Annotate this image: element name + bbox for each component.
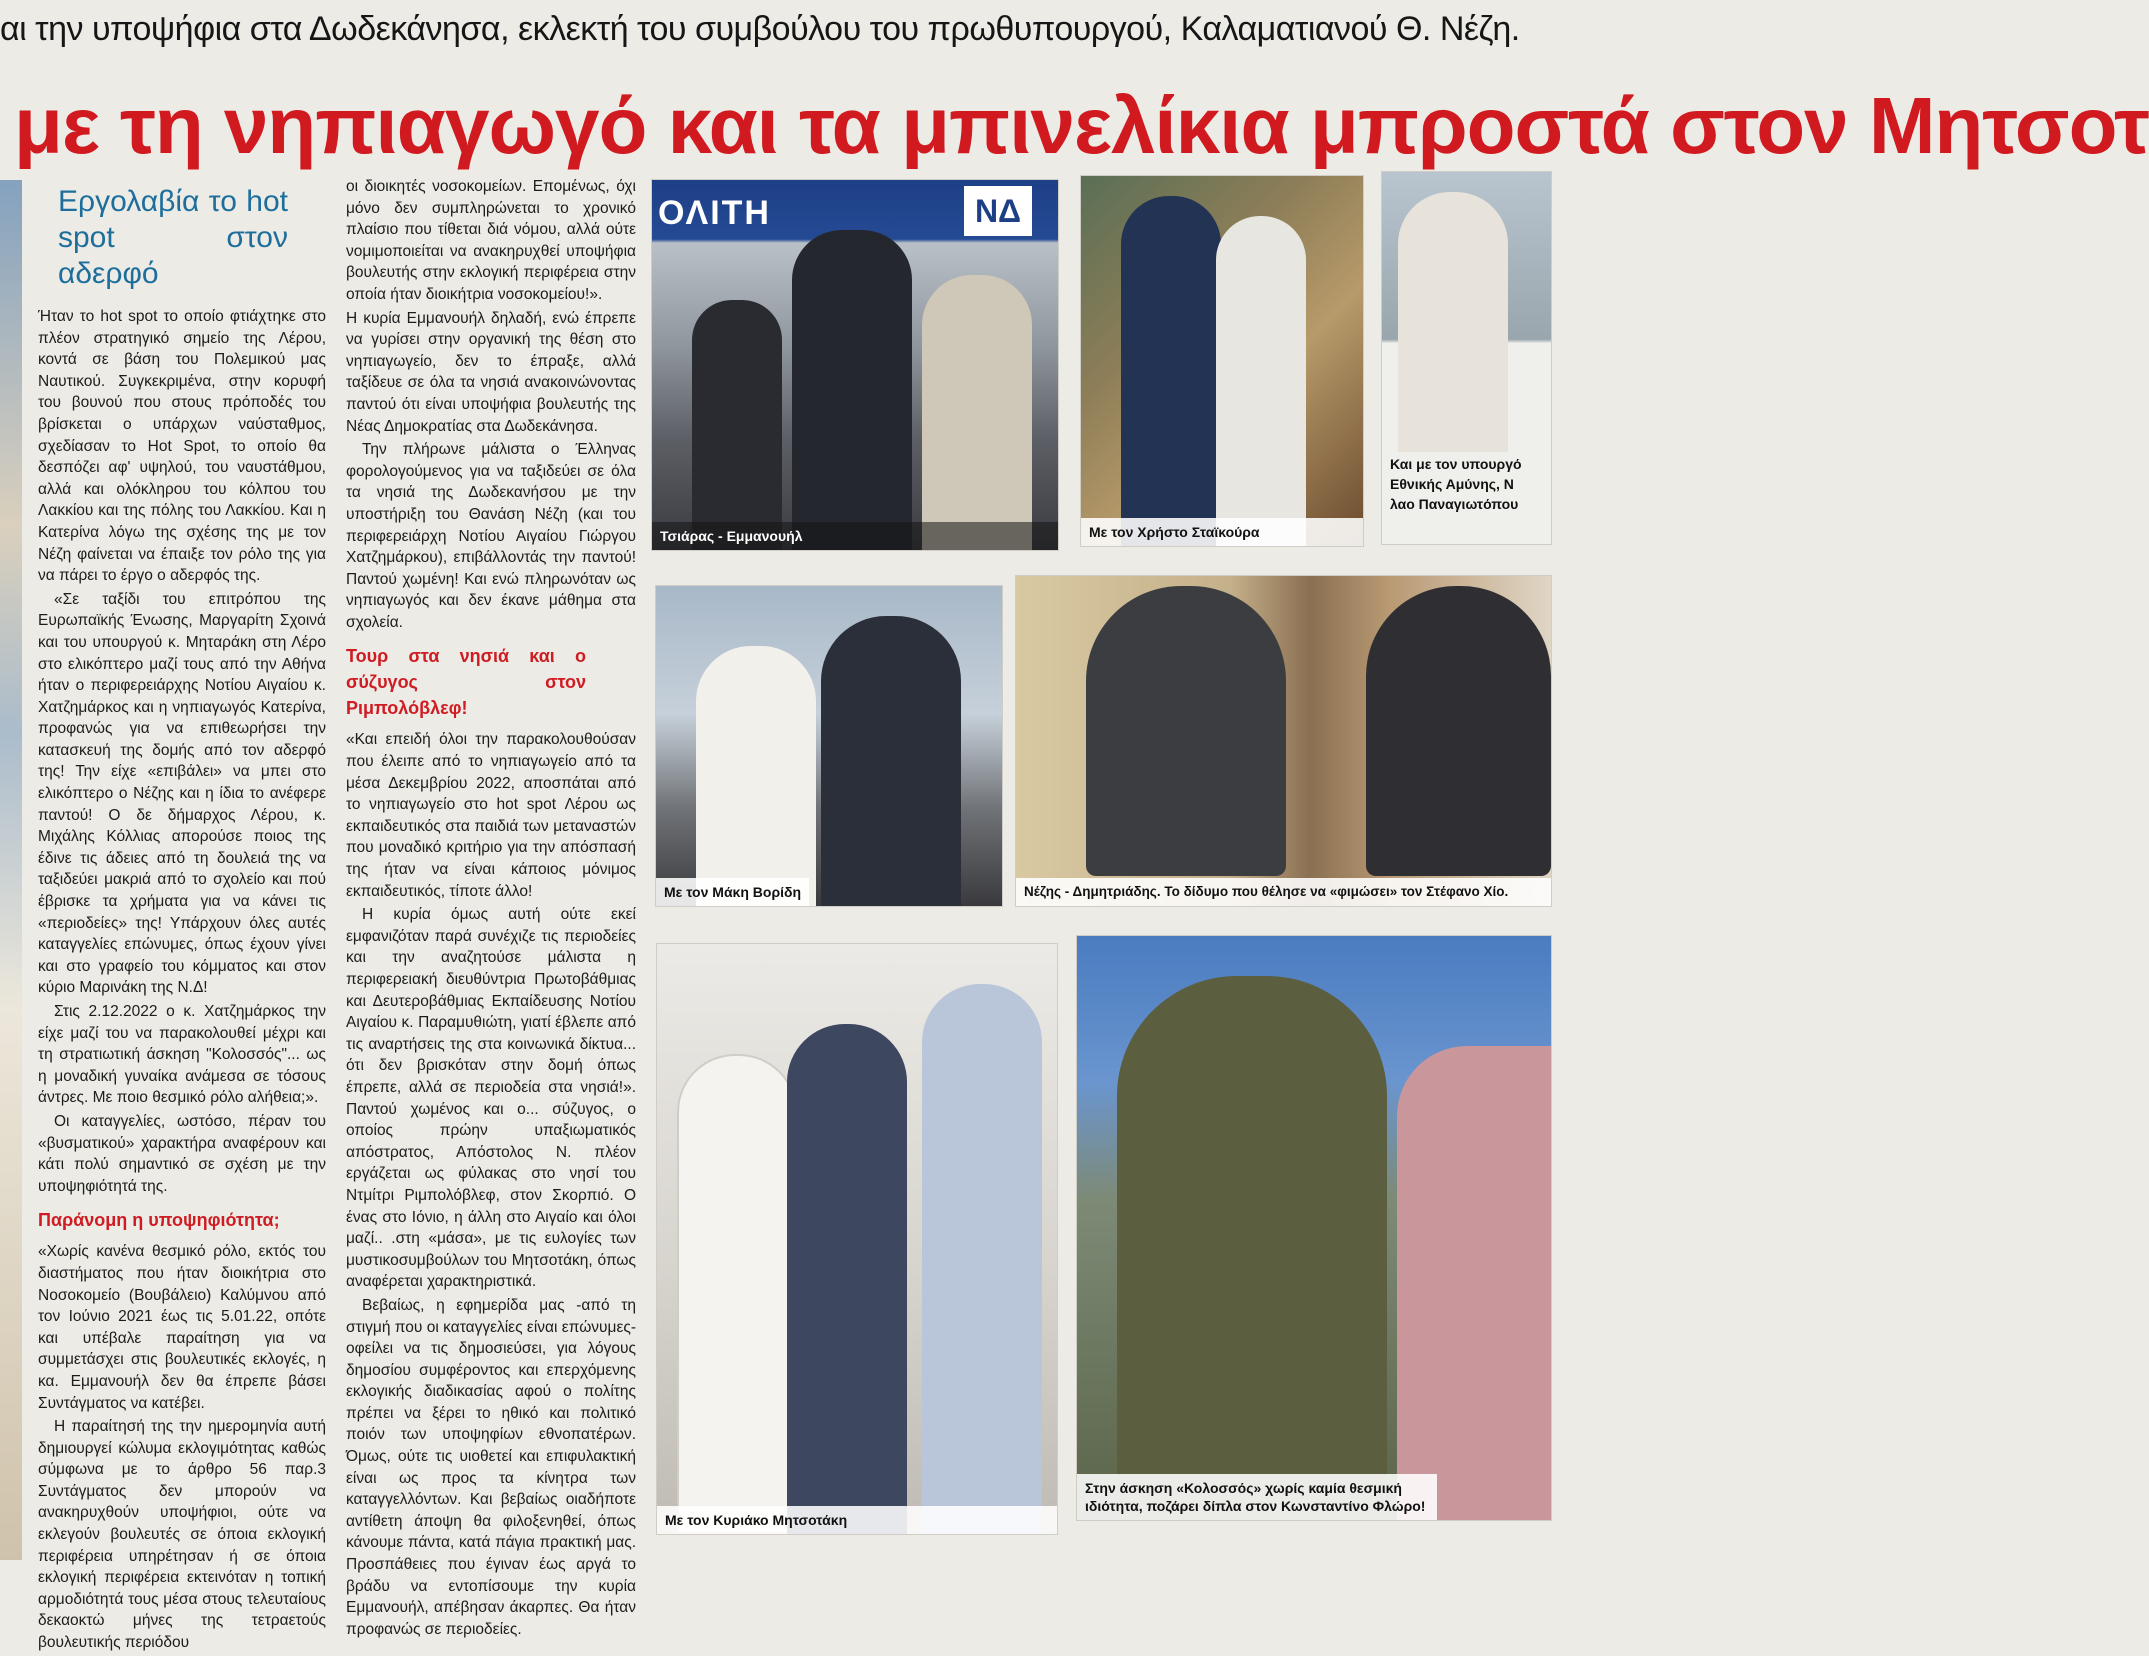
nd-logo: ΝΔ (964, 186, 1032, 236)
caption-tsiaras: Τσιάρας - Εμμανουήλ (652, 522, 1058, 550)
col2b-paragraph: Βεβαίως, η εφημερίδα μας -από τη στιγμή που οι καταγγελίες είναι επώνυμες- οφείλει να τις δημοσιεύσει, για λόγους δημοσίου συμφέροντος και επερχόμενης εκλογικής διαδικασίας αφού ο πολίτης πρέπει να ξέρει το ηθικό και πολιτικό ποιόν των υποψηφίων εθνοπατέρων. Όμως, ούτε τις υιοθετεί και επιφυλακτική είναι ως προς τα κίνητρα των καταγγελλόντων. Και βεβαίως οιαδήποτε αντίθετη άποψη θα φιλοξενηθεί, όπως κάνουμε πάντα, κατά πάγια πρακτική μας. Προσπάθειες που έγιναν έως αργά το βράδυ να εντοπίσουμε την κυρία Εμμανουήλ, απέβησαν άκαρπες. Θα ήταν προφανώς σε περιοδείες. (346, 1296, 636, 1638)
subhead-illegal-candidacy: Παράνομη η υποψηφιότητα; (38, 1210, 280, 1231)
person-silhouette (792, 230, 912, 550)
caption-nezis-dimitriadis: Νέζης - Δημητριάδης. Το δίδυμο που θέλησε να «φιμώσει» τον Στέφανο Χίο. (1016, 878, 1551, 906)
person-silhouette (787, 1024, 907, 1534)
col2-paragraph: Η κυρία Εμμανουήλ δηλαδή, ενώ έπρεπε να γυρίσει στην οργανική της θέση στο νηπιαγωγείο, δεν το έπραξε, αλλά ταξίδευε σε όλα τα νησιά ανακοινώνοντας παντού ότι είναι υποψήφια βουλευτής της Νέας Δημοκρατίας στα Δωδεκάνησα. (346, 309, 636, 435)
caption-line: Στην άσκηση «Κολοσσός» χωρίς καμία θεσμική (1085, 1480, 1402, 1496)
caption-floros (1077, 1474, 1437, 1520)
person-silhouette (922, 275, 1032, 550)
headline: με τη νηπιαγωγό και τα μπινελίκια μπροστά στον Μητσοτ (14, 81, 2149, 170)
col1-paragraph: Οι καταγγελίες, ωστόσο, πέραν του «βυσματικού» χαρακτήρα αναφέρουν και κάτι πολύ σημαντικό σε σχέση με την υποψηφιότητά της. (38, 1112, 326, 1195)
person-silhouette (1121, 196, 1221, 546)
column-2 (346, 176, 636, 1642)
photo-staikouras (1081, 176, 1363, 546)
person-silhouette (1117, 976, 1387, 1520)
photo-tsiaras (652, 180, 1058, 550)
col2b-paragraph: «Και επειδή όλοι την παρακολουθούσαν που έλειπε από το νηπιαγωγείο από τα μέσα Δεκεμβρίου 2022, αποσπάται από το νηπιαγωγείο στο hot spot Λέρου ως εκπαιδευτικός στα παιδιά των μεταναστών που μοναδικό κριτήριο για την απόσπασή της ήταν να είναι κάποιος μόνιμος εκπαιδευτικός, τίποτε άλλο! (346, 731, 636, 900)
person-silhouette (821, 616, 961, 906)
caption-staikouras: Με τον Χρήστο Σταϊκούρα (1081, 518, 1363, 546)
person-silhouette (1366, 586, 1551, 876)
caption-voridis: Με τον Μάκη Βορίδη (656, 878, 809, 906)
col2-paragraph: Την πλήρωνε μάλιστα ο Έλληνας φορολογούμενος για να ταξιδεύει σε όλα τα νησιά της Δωδεκανήσου με την υποστήριξη του Θανάση Νέζη (και του περιφερειάρχη Νοτίου Αιγαίου Γιώργου Χατζημάρκου), επιβάλλοντάς την παντού! Παντού χωμένη! Και ενώ πληρωνόταν ως νηπιαγωγός και δεν έκανε μάθημα στα σχολεία. (346, 441, 636, 631)
caption-line: Εθνικής Αμύνης, Ν (1390, 476, 1514, 492)
caption-line: Και με τον υπουργό (1390, 456, 1522, 472)
subhead-hot-spot: Εργολαβία το hot spot στον αδερφό (58, 185, 288, 290)
col1-paragraph: Ήταν το hot spot το οποίο φτιάχτηκε στο πλέον στρατηγικό σημείο της Λέρου, κοντά σε βάση του Πολεμικού μας Ναυτικού. Συγκεκριμένα, στην κορυφή του βουνού που στους πρόποδές του βρίσκεται ο υπάρχων ναύσταθμος, σχεδίασαν το Hot Spot, το οποίο θα δεσπόζει αφ' υψηλού, του ναυστάθμου, αλλά και ολόκληρου του κόλπου του Λακκίου και της πόλης του Λακκίου. Και η Κατερίνα λόγω της σχέσης της με τον Νέζη φαίνεται να έπαιξε τον ρόλο της για να πάρει το έργο ο αδερφός της. (38, 308, 326, 585)
person-silhouette (1216, 216, 1306, 546)
photo-mitsotakis (657, 944, 1057, 1534)
col2b-paragraph: Η κυρία όμως αυτή ούτε εκεί εμφανιζόταν παρά συνέχιζε τις περιοδείες και την αναζητούσε μάλιστα η περιφερειακή διευθύντρια Πρωτοβάθμιας και Δευτεροβάθμιας Εκπαίδευσης Νοτίου Αιγαίου κ. Παραμυθιώτη, γιατί έβλεπε από τις αναρτήσεις της στα κοινωνικά δίκτυα... ότι δεν βρισκόταν στην δομή όπως έπρεπε, αλλά σε περιοδεία στα νησιά!». Παντού χωμένος και ο... σύζυγος, ο οποίος πρώην υπαξιωματικός απόστρατος, Απόστολος Ν. πλέον εργάζεται ως φύλακας στο νησί του Ντμίτρι Ριμπολόβλεφ, στον Σκορπιό. Ο ένας στο Ιόνιο, η άλλη στο Αιγαίο και όλοι μαζί.. .στη «μάσα», με τις ευλογίες των μυστικοσυμβούλων του Μητσοτάκη, όπως αναφέρεται χαρακτηριστικά. (346, 906, 636, 1291)
caption-mitsotakis: Με τον Κυριάκο Μητσοτάκη (657, 1506, 1057, 1534)
photo-voridis (656, 586, 1002, 906)
photo-panagiotopoulos (1382, 172, 1551, 544)
caption-line: ιδιότητα, ποζάρει δίπλα στον Κωνσταντίνο Φλώρο! (1085, 1498, 1426, 1514)
col1b-paragraph: «Χωρίς κανένα θεσμικό ρόλο, εκτός του διαστήματος που ήταν διοικήτρια στο Νοσοκομείο (Βουβάλειο) Καλύμνου από τον Ιούνιο 2021 έως τις 5.01.22, οπότε και υπέβαλε παραίτηση για να συμμετάσχει στις βουλευτικές εκλογές, η κα. Εμμανουήλ δεν θα έπρεπε βάσει Συντάγματος να κατέβει. (38, 1243, 326, 1412)
col1-paragraph: «Σε ταξίδι του επιτρόπου της Ευρωπαϊκής Ένωσης, Μαργαρίτη Σχοινά και του υπουργού κ. Μηταράκη στη Λέρο στο ελικόπτερο μαζί τους από την Αθήνα ήταν ο περιφερειάρχης Νοτίου Αιγαίου κ. Χατζημάρκος και η νηπιαγωγός Κατερίνα, προφανώς για να επιθεωρήσει την κατασκευή της δομής από τον αδερφό της! Την είχε «επιβάλει» να μπει στο ελικόπτερο ο Νέζης και η ίδια το ανέφερε παντού! Ο δε δήμαρχος Λέρου, κ. Μιχάλης Κόλλιας απορούσε ποιος της έδινε τις άδειες από τη δουλειά της να ταξιδεύει μακριά από το σχολείο και πού έβρισκε τα χρήματα για να κάνει τις «περιοδείες» της! Υπάρχουν όλες αυτές καταγγελίες επώνυμες, όπως έχουν γίνει και στο γραφείο του κόμματος και στον κύριο Μαρινάκη της Ν.Δ! (38, 590, 326, 997)
col2-paragraph: οι διοικητές νοσοκομείων. Επομένως, όχι μόνο δεν συμπληρώνεται το χρονικό πλαίσιο που τίθεται διά νόμου, αλλά ούτε νομιμοποιείται να ανακηρυχθεί υποψήφια βουλευτής στην εκλογική περιφέρεια στην οποία ήταν διοικήτρια νοσοκομείου!». (346, 178, 636, 303)
person-silhouette (696, 646, 816, 906)
sign-text: ΟΛΙΤΗ (658, 194, 771, 232)
col1b-paragraph: Η παραίτησή της την ημερομηνία αυτή δημιουργεί κώλυμα εκλογιμότητας καθώς σύμφωνα με το άρθρο 56 παρ.3 Συντάγματος δεν μπορούν να ανακηρυχθούν υποψήφιοι, ούτε να εκλεγούν βουλευτές σε όποια εκλογική περιφέρεια υπηρέτησαν ή σε όποια εκλογική περιφέρεια εκτεινόταν η τοπική αρμοδιότητά τους μέσα στους τελευταίους δεκαοκτώ μήνες της τετραετούς βουλευτικής περιόδου (38, 1418, 326, 1652)
caption-line: λαο Παναγιωτόπου (1390, 496, 1519, 512)
person-silhouette (1397, 1046, 1551, 1520)
photo-nezis-dimitriadis (1016, 576, 1551, 906)
caption-panagiotopoulos (1390, 454, 1550, 514)
subhead-island-tour: Τουρ στα νησιά και ο σύζυγος στον Ριμπολόβλεφ! (346, 646, 586, 719)
kicker-line: αι την υποψήφια στα Δωδεκάνησα, εκλεκτή του συμβούλου του πρωθυπουργού, Καλαματιανού Θ. Νέζη. (0, 10, 1520, 48)
person-silhouette (1398, 192, 1508, 452)
photo-floros (1077, 936, 1551, 1520)
person-silhouette (692, 300, 782, 550)
person-silhouette (922, 984, 1042, 1534)
column-1 (38, 184, 326, 1656)
left-edge-photo-strip (0, 180, 22, 1560)
person-silhouette (677, 1054, 797, 1534)
person-silhouette (1086, 586, 1286, 876)
col1-paragraph: Στις 2.12.2022 ο κ. Χατζημάρκος την είχε μαζί του να παρακολουθεί μέχρι και τη στρατιωτική άσκηση "Κολοσσός"... ως η μοναδική γυναίκα ανάμεσα σε τόσους άντρες. Με ποιο θεσμικό ρόλο αλήθεια;». (38, 1003, 326, 1107)
